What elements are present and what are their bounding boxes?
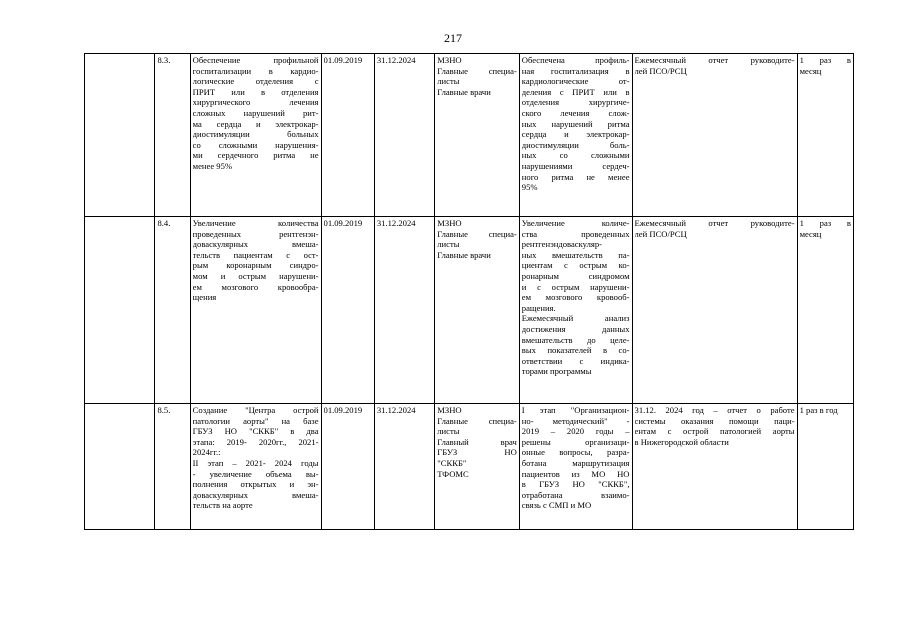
control-form-line: Ежемесячный отчет руководите- <box>634 218 795 228</box>
measure-title-line: Увеличение количества <box>192 218 319 228</box>
measure-title-line: мом и острым нарушени- <box>192 270 319 281</box>
blank-cell <box>85 54 155 217</box>
end-date-line: 31.12.2024 <box>376 218 416 228</box>
executors-line: листы <box>437 239 460 250</box>
control-form <box>632 404 797 530</box>
start-date-line: 01.09.2019 <box>323 218 363 228</box>
control-form-line: системы оказания помощи паци- <box>634 415 795 426</box>
executors-line: Главные врачи <box>437 249 491 260</box>
measure-title-line: ма сердца и электрокар- <box>192 118 319 129</box>
start-date <box>321 217 374 404</box>
expected-result-line: ского лечения слож- <box>521 107 630 118</box>
executors <box>435 54 520 217</box>
expected-result-line: ных вмешательств па- <box>521 249 630 260</box>
measure-title-line: со сложными нарушения- <box>192 139 319 150</box>
expected-result-line: ответствии с индика- <box>521 355 630 366</box>
expected-result-line: Ежемесячный анализ <box>521 313 630 324</box>
expected-result-line: решены организаци- <box>521 436 630 447</box>
executors-line: листы <box>437 426 460 437</box>
executors-line: Главный врач <box>437 436 517 447</box>
end-date <box>374 404 434 530</box>
measure-title-line: ГБУЗ НО "СККБ" в два <box>192 426 319 437</box>
expected-result-line: ных со сложными <box>521 150 630 161</box>
expected-result-line: I этап "Организацион- <box>521 405 630 415</box>
start-date-line: 01.09.2019 <box>323 55 363 65</box>
control-form-line: Ежемесячный отчет руководите- <box>634 55 795 65</box>
control-form-line: лей ПСО/РСЦ <box>634 228 687 239</box>
expected-result-line: диостимуляции боль- <box>521 139 630 150</box>
measure-title-line: ПРИТ или в отделения <box>192 86 319 97</box>
blank-cell <box>85 217 155 404</box>
executors-line: листы <box>437 76 460 87</box>
frequency <box>797 54 853 217</box>
measure-title-line: доваскулярных вмеша- <box>192 489 319 500</box>
table-row <box>85 54 854 217</box>
executors-line: Главные специа- <box>437 65 517 76</box>
frequency-line: месяц <box>799 65 822 76</box>
expected-result-line: вмешательств до целе- <box>521 334 630 345</box>
measure-title <box>190 404 321 530</box>
item-number <box>155 54 190 217</box>
measure-title-line: Обеспечение профильной <box>192 55 319 65</box>
item-number-line: 8.4. <box>157 218 171 228</box>
measure-title <box>190 217 321 404</box>
measure-title-line: диостимуляции больных <box>192 129 319 140</box>
expected-result-line: ботана маршрутизация <box>521 457 630 468</box>
control-form-line: лей ПСО/РСЦ <box>634 65 687 76</box>
expected-result-line: нарушениями сердеч- <box>521 160 630 171</box>
expected-result-line: отработана взаимо- <box>521 489 630 500</box>
end-date-line: 31.12.2024 <box>376 55 416 65</box>
expected-result-line: ства проведенных <box>521 228 630 239</box>
measure-title-line: Создание "Центра острой <box>192 405 319 415</box>
frequency-line: 1 раз в год <box>799 405 838 415</box>
measure-title-line: проведенных рентгенэн- <box>192 228 319 239</box>
item-number <box>155 404 190 530</box>
measure-title-line: хирургического лечения <box>192 97 319 108</box>
expected-result-line: циентам с острым ко- <box>521 260 630 271</box>
measure-title-line: тельств на аорте <box>192 500 253 511</box>
expected-result-line: ных нарушений ритма <box>521 118 630 129</box>
measure-title-line: сложных нарушений рит- <box>192 107 319 118</box>
expected-result-line: сердца и электрокар- <box>521 129 630 140</box>
start-date-line: 01.09.2019 <box>323 405 363 415</box>
table-row <box>85 404 854 530</box>
expected-result-line: и с острым нарушени- <box>521 281 630 292</box>
executors-line: "СККБ" <box>437 457 467 468</box>
measure-title-line: ми сердечного ритма не <box>192 150 319 161</box>
page-number: 217 <box>444 31 462 45</box>
control-form-line: 31.12. 2024 год – отчет о работе <box>634 405 795 415</box>
expected-result-line: ного ритма не менее <box>521 171 630 182</box>
expected-result-line: Обеспечена профиль- <box>521 55 630 65</box>
end-date <box>374 54 434 217</box>
expected-result-line: в ГБУЗ НО "СККБ", <box>521 479 630 490</box>
expected-result-line: вых показателей в со- <box>521 345 630 356</box>
executors-line: ТФОМС <box>437 468 469 479</box>
expected-result-line: торами программы <box>521 366 592 377</box>
expected-result-line: связь с СМП и МО <box>521 500 592 511</box>
measure-title-line: 2024гг.: <box>192 447 221 458</box>
measure-title-line: щения <box>192 292 217 303</box>
measure-title-line: логические отделения с <box>192 76 319 87</box>
start-date <box>321 54 374 217</box>
executors-line: МЗНО <box>437 405 462 415</box>
expected-result-line: кардиологические от- <box>521 76 630 87</box>
expected-result-line: но- методический" - <box>521 415 630 426</box>
end-date-line: 31.12.2024 <box>376 405 416 415</box>
expected-result-line: ронарным синдромом <box>521 270 630 281</box>
expected-result <box>519 217 632 404</box>
frequency-line: 1 раз в <box>799 218 851 228</box>
expected-result-line: деления с ПРИТ или в <box>521 86 630 97</box>
expected-result-line: Увеличение количе- <box>521 218 630 228</box>
expected-result-line: рентгенэндоваскуляр- <box>521 239 602 250</box>
item-number-line: 8.3. <box>157 55 171 65</box>
control-form <box>632 217 797 404</box>
end-date <box>374 217 434 404</box>
executors <box>435 404 520 530</box>
measure-title-line: доваскулярных вмеша- <box>192 239 319 250</box>
control-form <box>632 54 797 217</box>
frequency <box>797 404 853 530</box>
expected-result <box>519 54 632 217</box>
expected-result-line: отделения хирургиче- <box>521 97 630 108</box>
measure-title-line: полнения открытых и эн- <box>192 479 319 490</box>
measure-title-line: рым коронарным синдро- <box>192 260 319 271</box>
frequency-line: 1 раз в <box>799 55 851 65</box>
expected-result-line: ем мозгового кровооб- <box>521 292 630 303</box>
expected-result-line: достижения данных <box>521 323 630 334</box>
item-number-line: 8.5. <box>157 405 171 415</box>
expected-result-line: 2019 – 2020 годы – <box>521 426 630 437</box>
frequency-line: месяц <box>799 228 822 239</box>
measure-title <box>190 54 321 217</box>
executors-line: МЗНО <box>437 55 462 65</box>
control-form-line: в Нижегородской области <box>634 436 729 447</box>
expected-result-line: ная госпитализация в <box>521 65 630 76</box>
measure-title-line: патологии аорты" на базе <box>192 415 319 426</box>
control-form-line: ентам с острой патологией аорты <box>634 426 795 437</box>
expected-result <box>519 404 632 530</box>
item-number <box>155 217 190 404</box>
measures-table <box>84 53 854 530</box>
measure-title-line: ем мозгового кровообра- <box>192 281 319 292</box>
expected-result-line: онные вопросы, разра- <box>521 447 630 458</box>
start-date <box>321 404 374 530</box>
blank-cell <box>85 404 155 530</box>
measure-title-line: менее 95% <box>192 160 233 171</box>
executors-line: Главные врачи <box>437 86 491 97</box>
measure-title-line: тельств пациентам с ост- <box>192 249 319 260</box>
expected-result-line: 95% <box>521 182 538 193</box>
measure-title-line: - увеличение объема вы- <box>192 468 319 479</box>
executors-line: Главные специа- <box>437 228 517 239</box>
executors <box>435 217 520 404</box>
measure-title-line: госпитализации в кардио- <box>192 65 319 76</box>
measure-title-line: II этап – 2021- 2024 годы <box>192 457 319 468</box>
expected-result-line: ращения. <box>521 302 556 313</box>
executors-line: ГБУЗ НО <box>437 447 517 458</box>
executors-line: Главные специа- <box>437 415 517 426</box>
measure-title-line: этапа: 2019- 2020гг., 2021- <box>192 436 319 447</box>
expected-result-line: пациентов из МО НО <box>521 468 630 479</box>
executors-line: МЗНО <box>437 218 462 228</box>
table-row <box>85 217 854 404</box>
frequency <box>797 217 853 404</box>
